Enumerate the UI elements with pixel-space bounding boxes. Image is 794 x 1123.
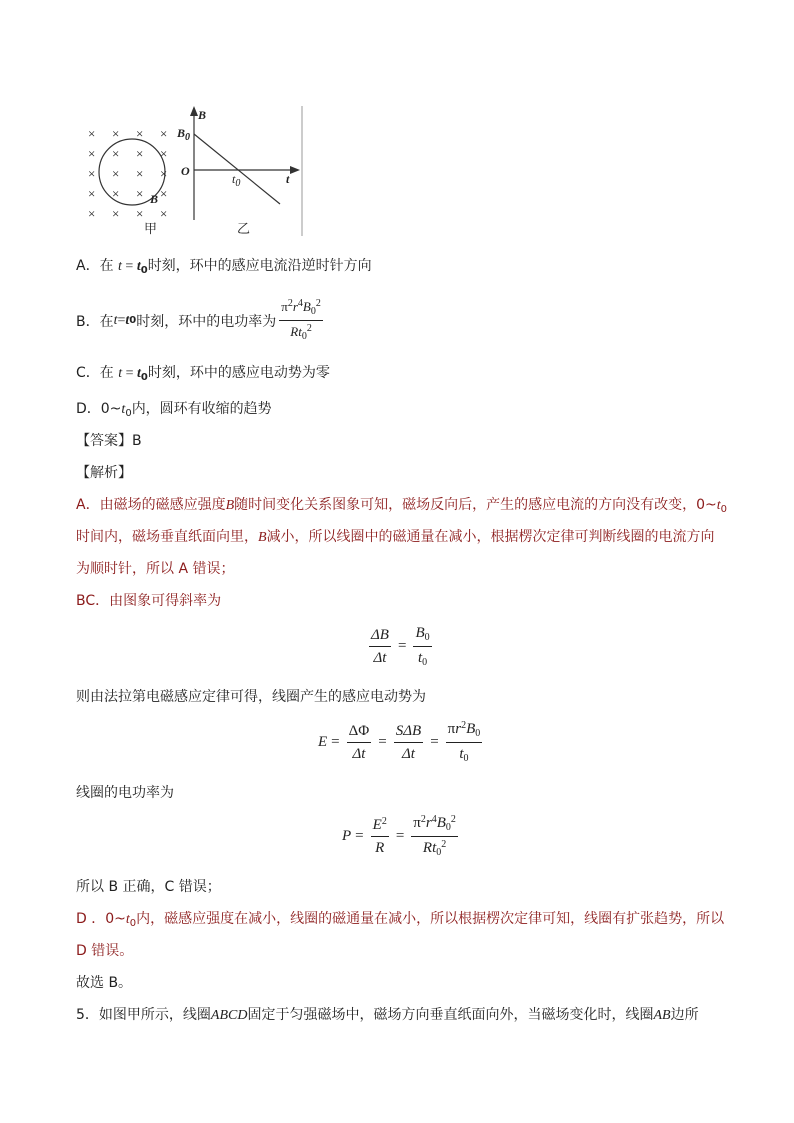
cross-mark: ×	[136, 206, 144, 221]
cross-mark: ×	[136, 126, 144, 141]
answer: 【答案】B	[76, 433, 142, 449]
cross-mark: ×	[136, 146, 144, 161]
analysis-faraday: 则由法拉第电磁感应定律可得，线圈产生的感应电动势为	[76, 689, 426, 705]
b0-label: $B_0$	[177, 126, 191, 143]
analysis-title: 【解析】	[76, 465, 132, 481]
cross-mark: ×	[88, 186, 96, 201]
axis-x-label: t	[286, 172, 290, 186]
analysis-power: 线圈的电功率为	[76, 785, 174, 801]
cross-mark: ×	[160, 146, 168, 161]
cross-mark: ×	[112, 146, 120, 161]
cross-mark: ×	[88, 126, 96, 141]
cross-mark: ×	[160, 206, 168, 221]
analysis-d-line2: D 错误。	[76, 943, 134, 959]
option-a: A．在 $t = t_0$时刻，环中的感应电流沿逆时针方向	[76, 258, 372, 276]
x-axis-arrow	[290, 166, 300, 174]
cross-mark: ×	[160, 166, 168, 181]
y-axis-arrow	[190, 106, 198, 116]
cross-mark: ×	[112, 126, 120, 141]
cross-mark: ×	[112, 206, 120, 221]
field-crosses	[88, 124, 191, 224]
cross-mark: ×	[136, 186, 144, 201]
t0-label: $t_0$	[232, 172, 241, 189]
cross-mark: ×	[88, 146, 96, 161]
cross-mark: ×	[160, 126, 168, 141]
slope-equation: $\frac{\Delta B}{\Delta t}$ = $\frac{B_0}{t_0}$	[371, 625, 430, 668]
analysis-a-line3: 为顺时针，所以 A 错误；	[76, 561, 235, 577]
analysis-a-line2: 时间内，磁场垂直纸面向里，B减小，所以线圈中的磁通量在减小，根据楞次定律可判断线圈的电流方向	[76, 529, 715, 545]
origin-label: O	[181, 164, 190, 178]
field-label: B	[150, 192, 159, 206]
cross-mark: ×	[160, 186, 168, 201]
figure-left-caption: 甲	[144, 222, 158, 237]
cross-mark: ×	[88, 206, 96, 221]
final-answer: 故选 B。	[76, 975, 133, 991]
option-b: B．在 t = t 0 时刻，环中的电功率为 $\frac{\pi^2r^4B_0^2}{Rt_0^2}$	[76, 298, 321, 342]
option-b-fraction: $\frac{\pi^2r^4B_0^2}{Rt_0^2}$	[281, 298, 321, 342]
figure-right-caption: 乙	[237, 222, 251, 237]
bt-line	[194, 134, 280, 204]
analysis-bc: BC．由图象可得斜率为	[76, 593, 222, 609]
option-d: D．$0\sim t_0$内，圆环有收缩的趋势	[76, 401, 272, 419]
axis-y-label: B	[198, 108, 207, 122]
analysis-conclusion: 所以 B 正确，C 错误；	[76, 879, 221, 895]
power-equation: P = $\frac{E^2}{R}$ = $\frac{\pi^2r^4B_0^2}{Rt_0^2}$	[342, 814, 456, 858]
analysis-d-line1: D ．$0\sim t_0$内，磁感应强度在减小，线圈的磁通量在减小，所以根据楞次定律可知，线圈有扩张趋势，所以	[76, 911, 725, 929]
option-c: C．在 $t = t_0$时刻，环中的感应电动势为零	[76, 365, 330, 383]
emf-equation: E = $\frac{\Delta\Phi}{\Delta t}$ = $\frac{\text{SΔB}}{\Delta t}$ = $\frac{\pi r^2B_0}{t_0}$	[318, 720, 481, 764]
cross-mark: ×	[112, 166, 120, 181]
question-5: 5．如图甲所示，线圈ABCD固定于匀强磁场中，磁场方向垂直纸面向外，当磁场变化时，线圈AB边所	[76, 1007, 699, 1023]
analysis-a-line1: A．由磁场的磁感应强度B随时间变化关系图象可知，磁场反向后，产生的感应电流的方向没有改变，$0\sim t_0$	[76, 497, 728, 515]
figure	[80, 100, 320, 240]
cross-mark: ×	[136, 166, 144, 181]
cross-mark: ×	[88, 166, 96, 181]
cross-mark: ×	[112, 186, 120, 201]
